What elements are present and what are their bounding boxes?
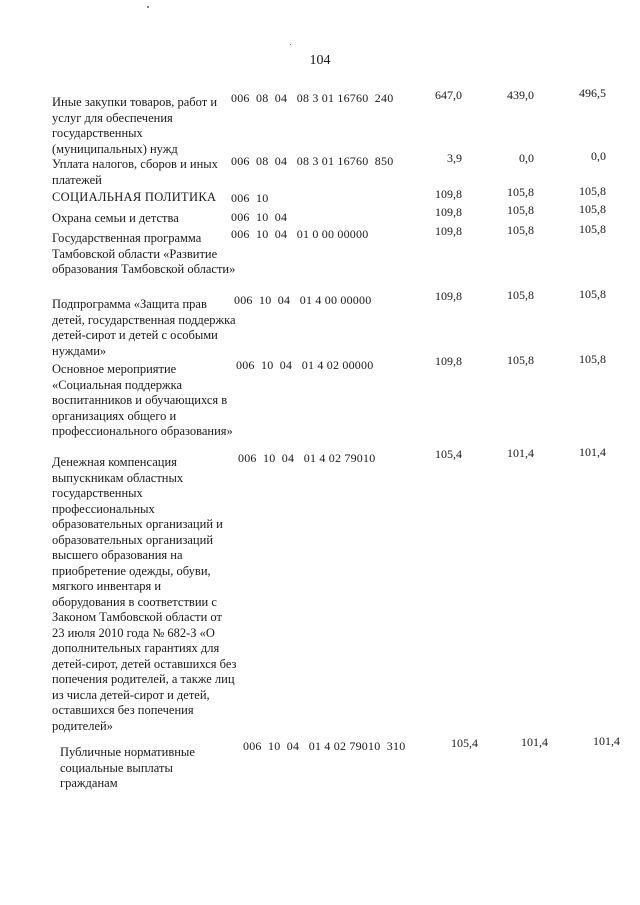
row-value-1: 109,8 — [435, 289, 462, 303]
row-value-3: 0,0 — [591, 149, 606, 163]
row-value-1: 3,9 — [447, 151, 462, 165]
row-value-3: 105,8 — [579, 222, 606, 236]
row-description: Охрана семьи и детства — [52, 211, 179, 225]
row-value-3: 105,8 — [579, 287, 606, 301]
row-value-3: 101,4 — [579, 445, 606, 459]
scan-speck — [147, 6, 149, 8]
row-value-1: 109,8 — [435, 224, 462, 238]
row-value-2: 105,8 — [507, 288, 534, 302]
scan-speck — [290, 44, 291, 45]
row-code: 006 10 04 01 4 02 79010 310 — [243, 739, 406, 753]
row-code: 006 10 04 01 4 02 79010 — [238, 451, 376, 465]
page-number: 104 — [309, 53, 331, 68]
row-value-2: 105,8 — [507, 353, 534, 367]
row-description: Публичные нормативные социальные выплаты гражданам — [60, 745, 195, 790]
row-description: Иные закупки товаров, работ и услуг для обеспечения государственных (муниципальных) нужд — [52, 95, 218, 156]
row-description: Государственная программа Тамбовской области «Развитие образования Тамбовской области» — [52, 231, 236, 276]
row-code: 006 10 04 01 4 02 00000 — [236, 358, 374, 372]
row-value-1: 105,4 — [451, 736, 478, 750]
row-code: 006 08 04 08 3 01 16760 850 — [231, 154, 394, 168]
row-value-1: 647,0 — [435, 88, 462, 102]
row-value-1: 105,4 — [435, 447, 462, 461]
row-value-1: 109,8 — [435, 205, 462, 219]
row-code: 006 10 04 01 0 00 00000 — [231, 227, 369, 241]
row-value-3: 496,5 — [579, 86, 606, 100]
row-code: 006 08 04 08 3 01 16760 240 — [231, 91, 394, 105]
row-description: Уплата налогов, сборов и иных платежей — [52, 157, 218, 187]
row-code: 006 10 — [231, 191, 269, 205]
row-description: СОЦИАЛЬНАЯ ПОЛИТИКА — [52, 190, 217, 204]
row-description: Подпрограмма «Защита прав детей, государственная поддержка детей-сирот и детей с особыми нуждами» — [52, 297, 236, 358]
row-value-3: 105,8 — [579, 352, 606, 366]
row-description: Основное мероприятие «Социальная поддержка воспитанников и обучающихся в организациях общего и профессионального образования» — [52, 362, 233, 438]
row-description: Денежная компенсация выпускникам областных государственных профессиональных образовательных организаций и образовательных организаций высшего образования на приобретение одежды, обуви, мягкого инвентаря и оборудования в соответствии с Законом Тамбовской области от 23 июля 2010 года № 682-З «О дополнительных гарантиях для детей-сирот, детей оставшихся без попечения родителей, а также лиц из числа детей-сирот и детей, оставшихся без попечения родителей» — [52, 455, 237, 733]
row-value-3: 101,4 — [593, 734, 620, 748]
row-code: 006 10 04 — [231, 210, 288, 224]
row-value-2: 105,8 — [507, 203, 534, 217]
row-value-2: 439,0 — [507, 88, 534, 102]
row-value-1: 109,8 — [435, 187, 462, 201]
row-value-2: 101,4 — [521, 735, 548, 749]
row-code: 006 10 04 01 4 00 00000 — [234, 293, 372, 307]
row-value-2: 105,8 — [507, 223, 534, 237]
row-value-1: 109,8 — [435, 354, 462, 368]
row-value-3: 105,8 — [579, 202, 606, 216]
row-value-2: 0,0 — [519, 151, 534, 165]
row-value-2: 101,4 — [507, 446, 534, 460]
row-value-2: 105,8 — [507, 185, 534, 199]
row-value-3: 105,8 — [579, 184, 606, 198]
